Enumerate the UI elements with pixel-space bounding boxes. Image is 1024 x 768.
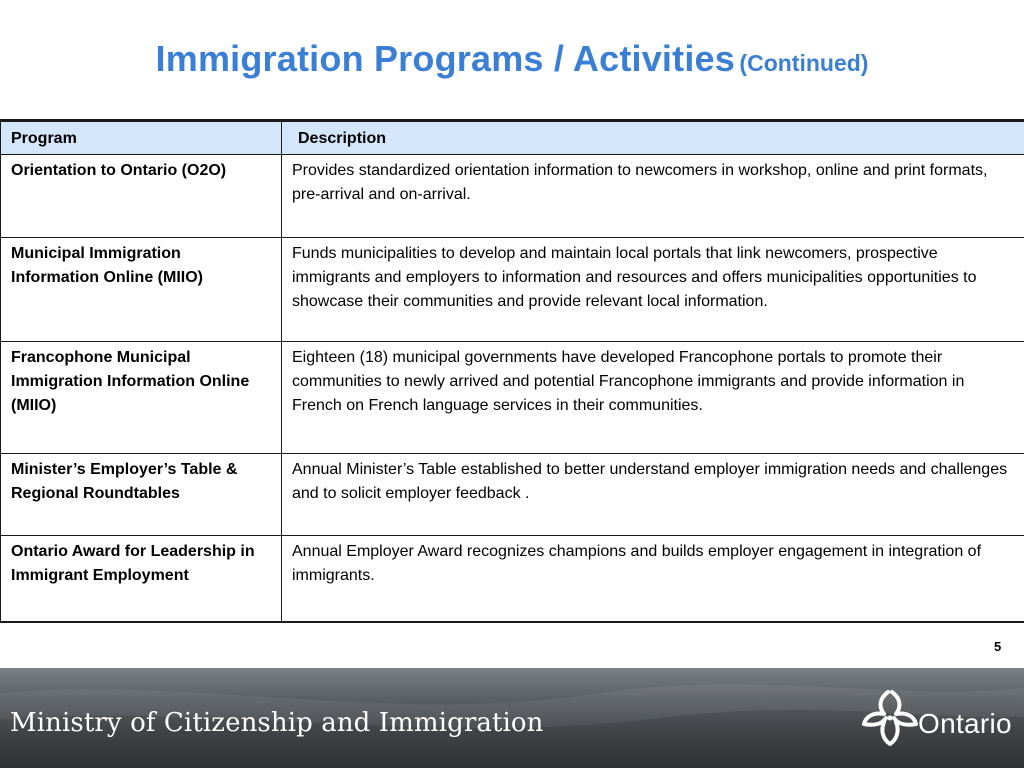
header-program: Program bbox=[1, 121, 282, 155]
slide-title bbox=[0, 38, 1024, 80]
programs-table-wrapper bbox=[0, 119, 1024, 623]
program-description: Funds municipalities to develop and maintain local portals that link newcomers, prospective immigrants and employers to information and resources and offers municipalities opportunities to showcase their communities and provide relevant local information. bbox=[282, 238, 1024, 342]
program-name: Minister’s Employer’s Table & Regional Roundtables bbox=[1, 454, 282, 536]
program-name: Francophone Municipal Immigration Information Online (MIIO) bbox=[1, 342, 282, 454]
table-row bbox=[1, 238, 1024, 342]
table-row bbox=[1, 155, 1024, 238]
program-name: Ontario Award for Leadership in Immigrant Employment bbox=[1, 536, 282, 622]
footer-bar bbox=[0, 668, 1024, 768]
program-description: Annual Minister’s Table established to better understand employer immigration needs and challenges and to solicit employer feedback . bbox=[282, 454, 1024, 536]
ontario-trillium-icon bbox=[858, 684, 922, 748]
header-description: Description bbox=[282, 121, 1024, 155]
page-number: 5 bbox=[994, 639, 1002, 654]
ontario-wordmark: Ontario bbox=[918, 708, 1012, 739]
program-description: Provides standardized orientation information to newcomers in workshop, online and print formats, pre-arrival and on-arrival. bbox=[282, 155, 1024, 238]
slide-title-sub: (Continued) bbox=[739, 50, 869, 76]
table-row bbox=[1, 536, 1024, 622]
table-header-row bbox=[1, 121, 1024, 155]
program-description: Annual Employer Award recognizes champions and builds employer engagement in integration of immigrants. bbox=[282, 536, 1024, 622]
program-description: Eighteen (18) municipal governments have developed Francophone portals to promote their communities to newly arrived and potential Francophone immigrants and provide information in French on French language services in their communities. bbox=[282, 342, 1024, 454]
table-row bbox=[1, 342, 1024, 454]
table-row bbox=[1, 454, 1024, 536]
ministry-name: Ministry of Citizenship and Immigration bbox=[10, 708, 544, 738]
program-name: Orientation to Ontario (O2O) bbox=[1, 155, 282, 238]
programs-table bbox=[0, 119, 1024, 623]
program-name: Municipal Immigration Information Online (MIIO) bbox=[1, 238, 282, 342]
slide-title-main: Immigration Programs / Activities bbox=[155, 38, 735, 79]
